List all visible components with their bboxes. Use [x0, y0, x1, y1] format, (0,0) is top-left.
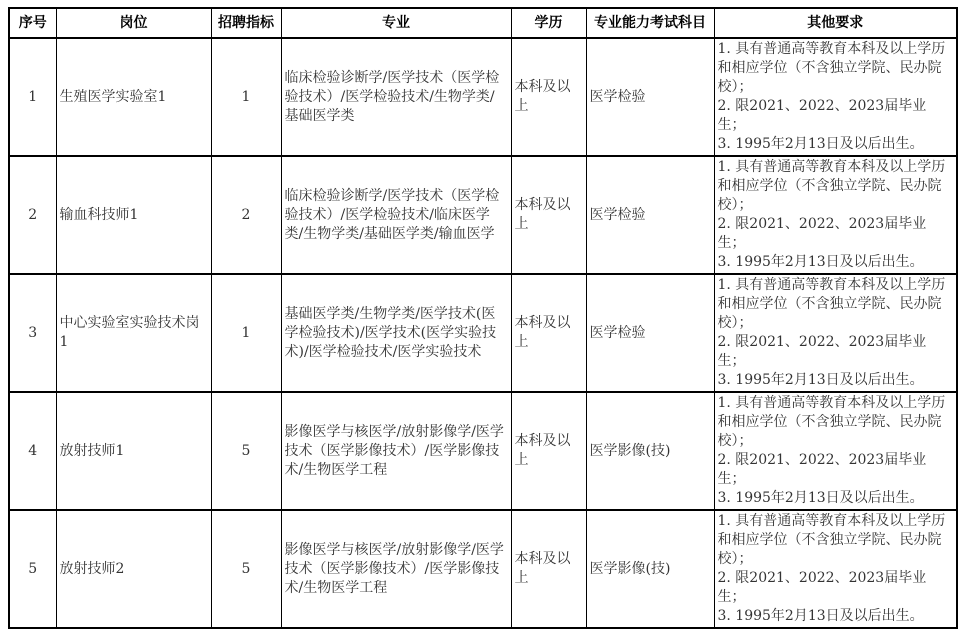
table-row: [9, 38, 957, 156]
cell-education: 本科及以上: [511, 510, 586, 628]
cell-major: 影像医学与核医学/放射影像学/医学技术（医学影像技术）/医学影像技术/生物医学工程: [281, 392, 511, 510]
cell-position: 生殖医学实验室1: [56, 38, 211, 156]
cell-major: 临床检验诊断学/医学技术（医学检验技术）/医学检验技术/临床医学类/生物学类/基础医学类/输血医学: [281, 156, 511, 274]
requirement-line: 3. 1995年2月13日及以后出生。: [717, 608, 924, 624]
cell-quota: 1: [211, 274, 281, 392]
cell-position: 放射技师1: [56, 392, 211, 510]
requirement-line: 1. 具有普通高等教育本科及以上学历和相应学位（不含独立学院、民办院校）；: [717, 41, 946, 95]
table-row: [9, 156, 957, 274]
header-quota: 招聘指标: [211, 8, 281, 38]
cell-requirements: [714, 510, 957, 628]
cell-requirements: [714, 274, 957, 392]
cell-exam-subject: 医学检验: [586, 156, 714, 274]
cell-education: 本科及以上: [511, 392, 586, 510]
cell-quota: 2: [211, 156, 281, 274]
cell-education: 本科及以上: [511, 274, 586, 392]
table-row: [9, 392, 957, 510]
requirement-line: 3. 1995年2月13日及以后出生。: [717, 372, 924, 388]
header-other-requirements: 其他要求: [714, 8, 957, 38]
header-exam-subject: 专业能力考试科目: [586, 8, 714, 38]
cell-exam-subject: 医学检验: [586, 38, 714, 156]
cell-education: 本科及以上: [511, 38, 586, 156]
page: [0, 7, 964, 624]
header-seq: 序号: [9, 8, 56, 38]
cell-major: 基础医学类/生物学类/医学技术(医学检验技术)/医学技术(医学实验技术)/医学检验技术/医学实验技术: [281, 274, 511, 392]
requirement-line: 2. 限2021、2022、2023届毕业生；: [717, 98, 927, 133]
cell-seq: 2: [9, 156, 56, 274]
header-row: [9, 8, 957, 38]
recruitment-table: [8, 7, 958, 629]
table-row: [9, 510, 957, 628]
cell-position: 放射技师2: [56, 510, 211, 628]
cell-exam-subject: 医学影像(技): [586, 510, 714, 628]
requirement-line: 1. 具有普通高等教育本科及以上学历和相应学位（不含独立学院、民办院校）；: [717, 277, 946, 331]
cell-education: 本科及以上: [511, 156, 586, 274]
requirement-line: 3. 1995年2月13日及以后出生。: [717, 254, 924, 270]
requirement-line: 2. 限2021、2022、2023届毕业生；: [717, 216, 927, 251]
cell-seq: 3: [9, 274, 56, 392]
requirement-line: 3. 1995年2月13日及以后出生。: [717, 136, 924, 152]
requirement-line: 1. 具有普通高等教育本科及以上学历和相应学位（不含独立学院、民办院校）；: [717, 513, 946, 567]
cell-exam-subject: 医学检验: [586, 274, 714, 392]
cell-position: 中心实验室实验技术岗1: [56, 274, 211, 392]
requirement-line: 2. 限2021、2022、2023届毕业生；: [717, 570, 927, 605]
requirement-line: 2. 限2021、2022、2023届毕业生；: [717, 334, 927, 369]
cell-major: 影像医学与核医学/放射影像学/医学技术（医学影像技术）/医学影像技术/生物医学工程: [281, 510, 511, 628]
cell-requirements: [714, 156, 957, 274]
requirement-line: 1. 具有普通高等教育本科及以上学历和相应学位（不含独立学院、民办院校）；: [717, 395, 946, 449]
cell-quota: 1: [211, 38, 281, 156]
cell-quota: 5: [211, 392, 281, 510]
cell-quota: 5: [211, 510, 281, 628]
table-row: [9, 274, 957, 392]
cell-seq: 5: [9, 510, 56, 628]
cell-seq: 1: [9, 38, 56, 156]
cell-seq: 4: [9, 392, 56, 510]
cell-exam-subject: 医学影像(技): [586, 392, 714, 510]
cell-requirements: [714, 38, 957, 156]
requirement-line: 2. 限2021、2022、2023届毕业生；: [717, 452, 927, 487]
cell-position: 输血科技师1: [56, 156, 211, 274]
cell-requirements: [714, 392, 957, 510]
header-education: 学历: [511, 8, 586, 38]
cell-major: 临床检验诊断学/医学技术（医学检验技术）/医学检验技术/生物学类/基础医学类: [281, 38, 511, 156]
requirement-line: 3. 1995年2月13日及以后出生。: [717, 490, 924, 506]
header-position: 岗位: [56, 8, 211, 38]
requirement-line: 1. 具有普通高等教育本科及以上学历和相应学位（不含独立学院、民办院校）；: [717, 159, 946, 213]
header-major: 专业: [281, 8, 511, 38]
